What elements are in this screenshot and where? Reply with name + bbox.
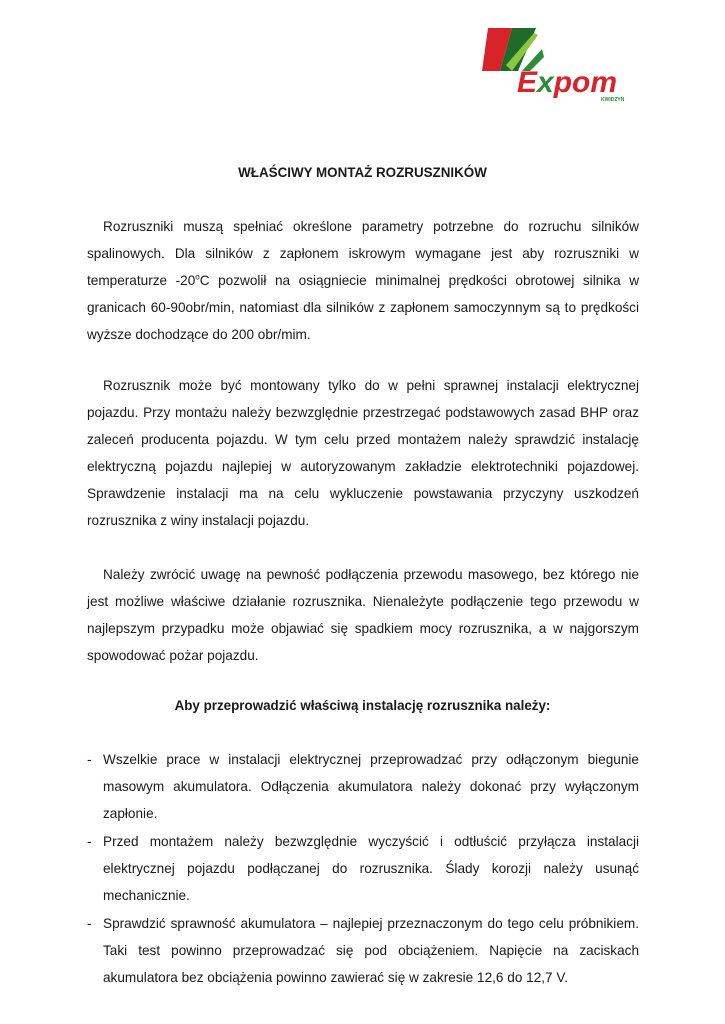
expom-logo — [482, 27, 638, 103]
logo-wordmark: Expom — [517, 66, 618, 99]
list-dash: - — [87, 834, 92, 849]
list-dash: - — [87, 752, 92, 767]
paragraph-requirements-text-a: Rozruszniki muszą spełniać określone parametry potrzebne do rozruchu silników spalinowych. Dla silników z zapłonem iskrowym wymagane jest aby rozruszniki w temperaturze -20 — [87, 219, 639, 288]
instructions-list — [87, 746, 639, 991]
document-title: WŁAŚCIWY MONTAŻ ROZRUSZNIKÓW — [238, 165, 487, 180]
logo-subtitle: KWIDZYN — [601, 97, 625, 103]
paragraph-installation-text: Rozrusznik może być montowany tylko do w pełni sprawnej instalacji elektrycznej pojazdu. Przy montażu należy bezwzględnie przestrzegać podstawowych zasad BHP oraz zaleceń producenta pojazdu. W tym celu przed montażem należy sprawdzić instalację elektryczną pojazdu najlepiej w autoryzowanym zakładzie elektrotechniki pojazdowej. Sprawdzenie instalacji ma na celu wykluczenie powstawania przyczyny uszkodzeń rozrusznika z winy instalacji pojazdu. — [87, 378, 639, 528]
degree-superscript: o — [195, 272, 200, 282]
list-item — [87, 746, 639, 827]
list-item — [87, 910, 639, 991]
paragraph-requirements-text-b: C pozwolił na osiągniecie minimalnej prędkości obrotowej silnika w granicach 60-90obr/min, natomiast dla silników z zapłonem samoczynnym są to prędkości wyższe dochodzące do 200 obr/mim. — [87, 273, 640, 342]
list-item-text: Wszelkie prace w instalacji elektrycznej przeprowadzać przy odłączonym biegunie masowym akumulatora. Odłączenia akumulatora należy dokonać przy wyłączonym zapłonie. — [103, 752, 639, 821]
paragraph-ground-cable-text: Należy zwrócić uwagę na pewność podłączenia przewodu masowego, bez którego nie jest możliwe właściwe działanie rozrusznika. Nienależyte podłączenie tego przewodu w najlepszym przypadku może objawiać się spadkiem mocy rozrusznika, a w najgorszym spowodować pożar pojazdu. — [87, 567, 639, 663]
list-dash: - — [87, 916, 92, 931]
paragraph-installation — [87, 372, 639, 534]
list-item-text: Sprawdzić sprawność akumulatora – najlepiej przeznaczonym do tego celu próbnikiem. Taki test powinno przeprowadzać się pod obciążeniem. Napięcie na zaciskach akumulatora bez obciążenia powinno zawierać się w zakresie 12,6 do 12,7 V. — [103, 916, 639, 985]
instructions-subheading: Aby przeprowadzić właściwą instalację rozrusznika należy: — [174, 698, 551, 713]
paragraph-requirements — [87, 213, 639, 348]
logo-graphic — [482, 27, 638, 103]
list-item-text: Przed montażem należy bezwzględnie wyczyścić i odtłuścić przyłącza instalacji elektrycznej pojazdu podłączanej do rozrusznika. Ślady korozji należy usunąć mechanicznie. — [103, 834, 639, 903]
list-item — [87, 828, 639, 909]
paragraph-ground-cable — [87, 561, 639, 669]
